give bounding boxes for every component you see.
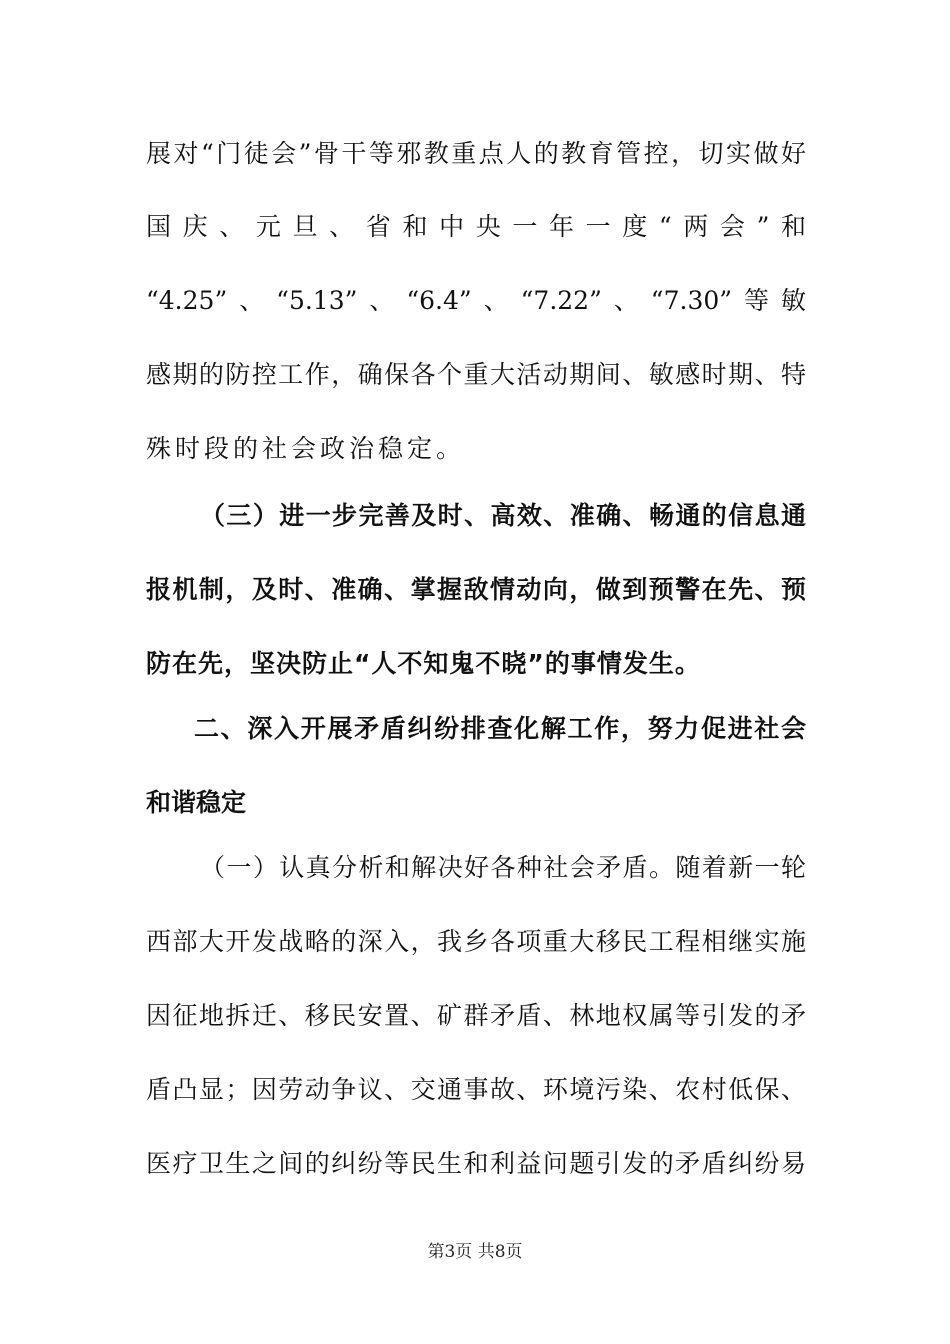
paragraph-line: 国庆、元旦、省和中央一年一度“两会”和: [146, 212, 806, 241]
paragraph-line: 感期的防控工作，确保各个重大活动期间、敏感时期、特: [146, 360, 806, 389]
section-heading-line: 防在先，坚决防止“人不知鬼不晓”的事情发生。: [146, 649, 701, 678]
chapter-heading-line: 二、深入开展矛盾纠纷排查化解工作，努力促进社会: [194, 714, 806, 743]
section-heading-line: （三）进一步完善及时、高效、准确、畅通的信息通: [200, 501, 806, 530]
paragraph-line: 盾凸显；因劳动争议、交通事故、环境污染、农村低保、: [146, 1075, 806, 1104]
page-number-footer: 第3页 共8页: [427, 1242, 523, 1262]
paragraph-line: 展对“门徒会”骨干等邪教重点人的教育管控，切实做好: [146, 139, 806, 168]
paragraph-line: “4.25”、“5.13”、“6.4”、“7.22”、“7.30”等敏: [146, 286, 806, 315]
paragraph-line: （一）认真分析和解决好各种社会矛盾。随着新一轮: [200, 853, 806, 882]
paragraph-line: 因征地拆迁、移民安置、矿群矛盾、林地权属等引发的矛: [146, 1001, 806, 1030]
section-heading-line: 报机制，及时、准确、掌握敌情动向，做到预警在先、预: [146, 575, 806, 604]
paragraph-line: 殊时段的社会政治稳定。: [146, 434, 466, 463]
paragraph-line: 医疗卫生之间的纠纷等民生和利益问题引发的矛盾纠纷易: [146, 1149, 806, 1178]
chapter-heading-line: 和谐稳定: [146, 788, 247, 817]
paragraph-line: 西部大开发战略的深入，我乡各项重大移民工程相继实施: [146, 927, 806, 956]
